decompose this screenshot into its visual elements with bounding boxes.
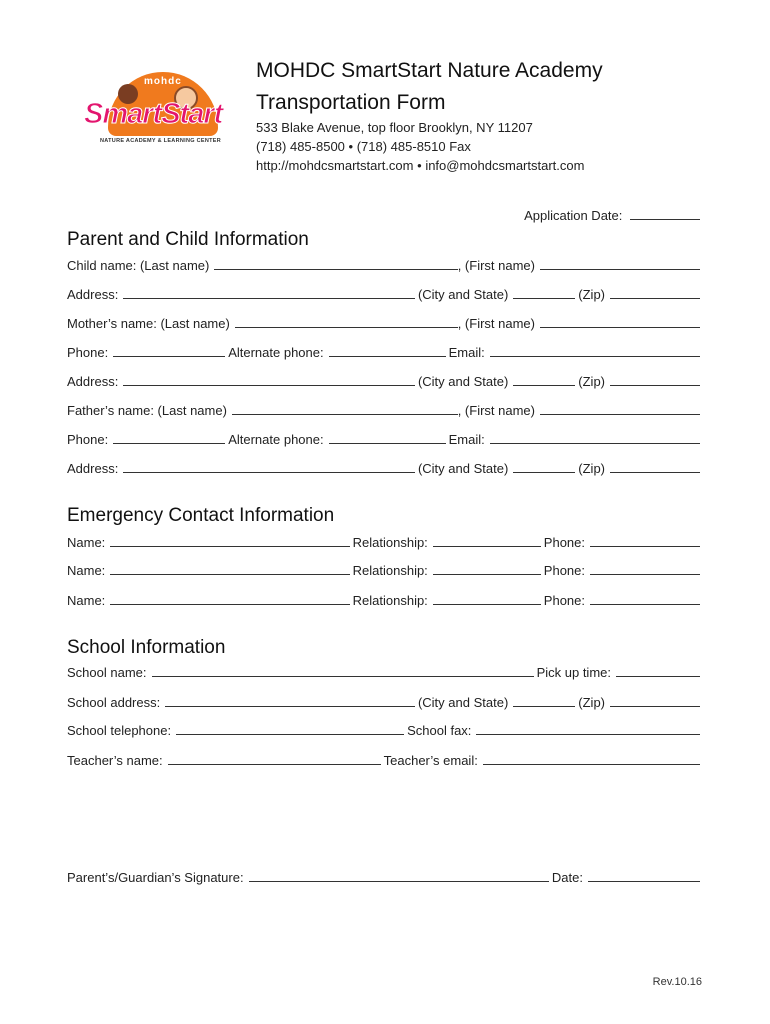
logo-subtitle: NATURE ACADEMY & LEARNING CENTER bbox=[100, 138, 222, 144]
phone-label: Phone: bbox=[67, 345, 109, 360]
section-emergency: Emergency Contact Information bbox=[67, 505, 335, 526]
school-city-state-field[interactable] bbox=[513, 694, 575, 707]
emergency-phone-field[interactable] bbox=[590, 534, 700, 547]
email-label: Email: bbox=[448, 345, 485, 360]
child-address-field[interactable] bbox=[123, 286, 415, 299]
emergency-name-field[interactable] bbox=[110, 562, 349, 575]
emergency-relationship-field[interactable] bbox=[433, 592, 541, 605]
school-name-row bbox=[67, 662, 700, 680]
web-email-line bbox=[256, 156, 584, 175]
child-address-row bbox=[67, 284, 700, 302]
teacher-name-field[interactable] bbox=[168, 752, 381, 765]
emergency-contact-row bbox=[67, 560, 700, 578]
form-title-line1: MOHDC SmartStart Nature Academy bbox=[256, 59, 603, 82]
city-state-label: (City and State) bbox=[417, 374, 509, 389]
mother-address-row bbox=[67, 371, 700, 389]
father-name-row bbox=[67, 400, 700, 418]
emergency-contact-row bbox=[67, 532, 700, 550]
father-alt-phone-field[interactable] bbox=[329, 431, 446, 444]
phone-fax-line bbox=[256, 137, 584, 156]
address-label: Address: bbox=[67, 461, 119, 476]
zip-label: (Zip) bbox=[578, 374, 605, 389]
application-date bbox=[524, 208, 700, 223]
first-name-label: , (First name) bbox=[457, 403, 535, 418]
father-address-row bbox=[67, 458, 700, 476]
mother-city-state-field[interactable] bbox=[513, 373, 575, 386]
school-name-label: School name: bbox=[67, 665, 147, 680]
address-label: Address: bbox=[67, 287, 119, 302]
city-state-label: (City and State) bbox=[417, 695, 509, 710]
mother-address-field[interactable] bbox=[123, 373, 415, 386]
mother-phone-field[interactable] bbox=[113, 344, 225, 357]
mother-alt-phone-field[interactable] bbox=[329, 344, 446, 357]
father-phone-field[interactable] bbox=[113, 431, 225, 444]
signature-field[interactable] bbox=[249, 869, 549, 882]
emergency-contact-row bbox=[67, 590, 700, 608]
address-label: Address: bbox=[67, 374, 119, 389]
zip-label: (Zip) bbox=[578, 287, 605, 302]
teacher-email-field[interactable] bbox=[483, 752, 700, 765]
mother-name-row bbox=[67, 313, 700, 331]
mother-last-label: Mother’s name: (Last name) bbox=[67, 316, 230, 331]
first-name-label: , (First name) bbox=[457, 316, 535, 331]
name-label: Name: bbox=[67, 593, 106, 608]
father-email-field[interactable] bbox=[490, 431, 700, 444]
school-fax-label: School fax: bbox=[407, 723, 472, 738]
city-state-label: (City and State) bbox=[417, 287, 509, 302]
mother-last-name-field[interactable] bbox=[235, 315, 458, 328]
father-first-name-field[interactable] bbox=[540, 402, 700, 415]
logo-wordmark: SmartStart bbox=[84, 98, 223, 130]
pickup-time-label: Pick up time: bbox=[536, 665, 611, 680]
fax-number: (718) 485-8510 Fax bbox=[356, 139, 471, 154]
school-phone-row bbox=[67, 720, 700, 738]
school-address-label: School address: bbox=[67, 695, 161, 710]
teacher-name-label: Teacher’s name: bbox=[67, 753, 163, 768]
zip-label: (Zip) bbox=[578, 695, 605, 710]
form-title bbox=[256, 55, 603, 119]
school-address-field[interactable] bbox=[165, 694, 415, 707]
form-title-line2: Transportation Form bbox=[256, 91, 446, 114]
main-phone: (718) 485-8500 bbox=[256, 139, 345, 154]
alt-phone-label: Alternate phone: bbox=[228, 345, 324, 360]
pickup-time-field[interactable] bbox=[616, 664, 700, 677]
relationship-label: Relationship: bbox=[352, 593, 428, 608]
zip-label: (Zip) bbox=[578, 461, 605, 476]
father-city-state-field[interactable] bbox=[513, 460, 575, 473]
father-last-name-field[interactable] bbox=[232, 402, 458, 415]
emergency-phone-field[interactable] bbox=[590, 592, 700, 605]
school-name-field[interactable] bbox=[152, 664, 534, 677]
contact-block bbox=[256, 118, 584, 175]
school-zip-field[interactable] bbox=[610, 694, 700, 707]
child-name-row bbox=[67, 255, 700, 273]
emergency-relationship-field[interactable] bbox=[433, 534, 541, 547]
teacher-email-label: Teacher’s email: bbox=[383, 753, 478, 768]
smartstart-logo bbox=[82, 72, 238, 152]
website-link[interactable]: http://mohdcsmartstart.com bbox=[256, 158, 414, 173]
emergency-name-field[interactable] bbox=[110, 534, 349, 547]
section-parent-child: Parent and Child Information bbox=[67, 229, 309, 250]
date-label: Date: bbox=[551, 870, 583, 885]
signature-row bbox=[67, 867, 700, 885]
first-name-label: , (First name) bbox=[457, 258, 535, 273]
street-address: 533 Blake Avenue, top floor Brooklyn, NY 11207 bbox=[256, 120, 533, 135]
school-telephone-field[interactable] bbox=[176, 722, 404, 735]
father-address-field[interactable] bbox=[123, 460, 415, 473]
application-date-field[interactable] bbox=[630, 209, 700, 220]
phone-label: Phone: bbox=[543, 535, 585, 550]
child-first-name-field[interactable] bbox=[540, 257, 700, 270]
emergency-phone-field[interactable] bbox=[590, 562, 700, 575]
father-phone-row bbox=[67, 429, 700, 447]
city-state-label: (City and State) bbox=[417, 461, 509, 476]
bullet-separator: • bbox=[417, 158, 422, 173]
child-city-state-field[interactable] bbox=[513, 286, 575, 299]
teacher-row bbox=[67, 750, 700, 768]
father-last-label: Father’s name: (Last name) bbox=[67, 403, 227, 418]
child-last-label: Child name: (Last name) bbox=[67, 258, 210, 273]
mother-email-field[interactable] bbox=[490, 344, 700, 357]
emergency-relationship-field[interactable] bbox=[433, 562, 541, 575]
mother-phone-row bbox=[67, 342, 700, 360]
child-last-name-field[interactable] bbox=[214, 257, 457, 270]
phone-label: Phone: bbox=[67, 432, 109, 447]
email-link[interactable]: info@mohdcsmartstart.com bbox=[425, 158, 585, 173]
section-school: School Information bbox=[67, 637, 226, 658]
phone-label: Phone: bbox=[543, 593, 585, 608]
school-address-row bbox=[67, 692, 700, 710]
signature-date-field[interactable] bbox=[588, 869, 700, 882]
bullet-separator: • bbox=[348, 139, 354, 154]
alt-phone-label: Alternate phone: bbox=[228, 432, 324, 447]
name-label: Name: bbox=[67, 563, 106, 578]
logo-mohdc-text: mohdc bbox=[144, 76, 182, 87]
school-fax-field[interactable] bbox=[476, 722, 700, 735]
email-label: Email: bbox=[448, 432, 485, 447]
relationship-label: Relationship: bbox=[352, 535, 428, 550]
father-zip-field[interactable] bbox=[610, 460, 700, 473]
name-label: Name: bbox=[67, 535, 106, 550]
emergency-name-field[interactable] bbox=[110, 592, 349, 605]
relationship-label: Relationship: bbox=[352, 563, 428, 578]
mother-zip-field[interactable] bbox=[610, 373, 700, 386]
child-zip-field[interactable] bbox=[610, 286, 700, 299]
signature-label: Parent’s/Guardian’s Signature: bbox=[67, 870, 244, 885]
application-date-label: Application Date: bbox=[524, 208, 623, 223]
revision-number: Rev.10.16 bbox=[652, 976, 702, 988]
phone-label: Phone: bbox=[543, 563, 585, 578]
school-telephone-label: School telephone: bbox=[67, 723, 172, 738]
mother-first-name-field[interactable] bbox=[540, 315, 700, 328]
